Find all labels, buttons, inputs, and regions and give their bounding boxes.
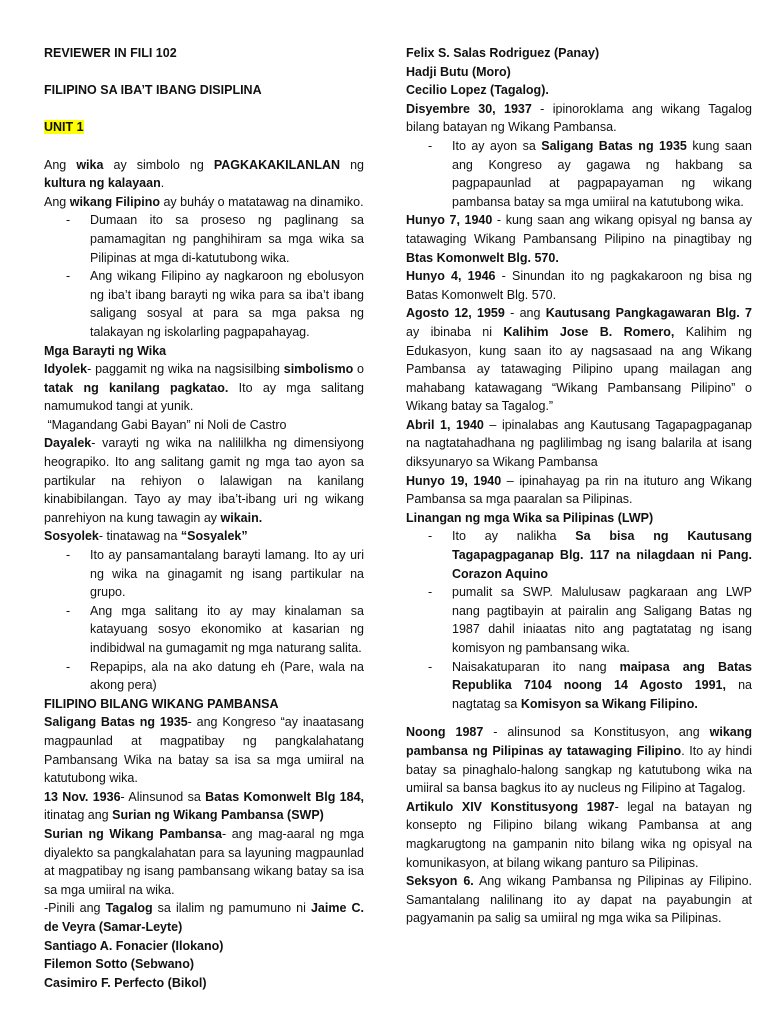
list-wikang-filipino bbox=[44, 211, 364, 341]
paragraph-abr-1940: Abril 1, 1940 – ipinalabas ang Kautusang Tagapagpaganap na nagtatahadhana ng paglilimbag ng isang balarila at isang diksyunaryo sa Wikang Pambansa bbox=[406, 417, 752, 470]
name-line: Hadji Butu (Moro) bbox=[406, 64, 511, 79]
list-sosyolek bbox=[44, 546, 364, 695]
list-item: - Ito ay nalikha Sa bisa ng Kautusang Tagapagpaganap Blg. 117 na nilagdaan ni Pang. Corazon Aquino bbox=[452, 527, 752, 583]
paragraph-hun-1940: Hunyo 7, 1940 - kung saan ang wikang opisyal ng bansa ay tatawaging Wikang Pambansang Pilipino na pinagtibay ng Btas Komonwelt Blg. 570. bbox=[406, 213, 752, 265]
list-item: - Repapips, ala na ako datung eh (Pare, wala na akong pera) bbox=[90, 658, 364, 695]
document-title: REVIEWER IN FILI 102 bbox=[44, 46, 177, 60]
list-dis-1937 bbox=[406, 137, 752, 211]
name-line: Cecilio Lopez (Tagalog). bbox=[406, 83, 549, 98]
paragraph-seksyon-6: Seksyon 6. Ang wikang Pambansa ng Pilipinas ay Filipino. Samantalang nalilinang ito ay dapat na payabungin at pagyamanin pa salig sa umiiral ng mga wika sa Pilipinas. bbox=[406, 874, 752, 926]
paragraph-wika: Ang wika ay simbolo ng PAGKAKAKILANLAN ng kultura ng kalayaan. bbox=[44, 157, 364, 191]
paragraph-idyolek: Idyolek- paggamit ng wika na nagsisilbing simbolismo o tatak ng kanilang pagkatao. Ito ay mga salitang namumukod tangi at yunik. bbox=[44, 362, 364, 414]
paragraph-nov-1936: 13 Nov. 1936- Alinsunod sa Batas Komonwelt Blg 184, itinatag ang Surian ng Wikang Pambansa (SWP) bbox=[44, 789, 364, 823]
list-item: - Naisakatuparan ito nang maipasa ang Batas Republika 7104 noong 14 Agosto 1991, na nagtatag sa Komisyon sa Wikang Filipino. bbox=[452, 658, 752, 714]
paragraph-hun-19-1940: Hunyo 19, 1940 – ipinahayag pa rin na ituturo ang Wikang Pambansa sa mga paaralan sa Pilipinas. bbox=[406, 473, 753, 507]
unit-heading: UNIT 1 bbox=[44, 120, 84, 135]
list-item: - Ang wikang Filipino ay nagkaroon ng ebolusyon ng iba’t ibang barayti ng wika para sa iba’t ibang saligang sosyal at para sa mga paksa ng talakayan ng iskolarling pagpapahayag. bbox=[90, 267, 364, 341]
paragraph-ago-1959: Agosto 12, 1959 - ang Kautusang Pangkagawaran Blg. 7 ay ibinaba ni Kalihim Jose B. Romero, Kalihim ng Edukasyon, kung saan ito ay nagsasaad na ang Wikang Pambansa ay tatawaging Pilipino upang mailagan ang mahabang katawagang “Wikang Pambansang Pilipino” o Wikang batay sa Tagalog.” bbox=[406, 306, 752, 414]
heading-fbwp: FILIPINO BILANG WIKANG PAMBANSA bbox=[44, 696, 279, 711]
paragraph-artikulo-xiv: Artikulo XIV Konstitusyong 1987- legal na batayan ng konsepto ng Filipino bilang wikang Pambansa at ang magkarugtong na gampanin nito bilang wika ng opisyal na komunikasyon, at bilang wikang panturo sa Pilipinas. bbox=[406, 799, 752, 870]
document-subtitle: FILIPINO SA IBA’T IBANG DISIPLINA bbox=[44, 83, 262, 98]
name-line: Casimiro F. Perfecto (Bikol) bbox=[44, 975, 207, 990]
heading-barayti: Mga Barayti ng Wika bbox=[44, 343, 167, 358]
paragraph-pinili: -Pinili ang Tagalog sa ilalim ng pamumuno ni Jaime C. de Veyra (Samar-Leyte) bbox=[44, 901, 364, 934]
paragraph-wikang-filipino: Ang wikang Filipino ay buháy o matatawag na dinamiko. bbox=[44, 194, 364, 209]
heading-lwp: Linangan ng mga Wika sa Pilipinas (LWP) bbox=[406, 510, 654, 525]
paragraph-noong-1987: Noong 1987 - alinsunod sa Konstitusyon, ang wikang pambansa ng Pilipinas ay tatawaging Filipino. Ito ay hindi batay sa pinaghalo-halong sangkap ng katutubong wika na umiiral sa bansa bagkus ito ay nucleus ng Filipino at Tagalog. bbox=[406, 725, 752, 796]
paragraph-surian: Surian ng Wikang Pambansa- ang mag-aaral ng mga diyalekto sa pangkalahatan para sa layuning magpaunlad at magpatibay ng isang pambansang wikang batay sa isa sa mga umiiral na wika. bbox=[44, 826, 364, 897]
quote-example: “Magandang Gabi Bayan” ni Noli de Castro bbox=[47, 417, 287, 432]
list-item: - Ito ay pansamantalang barayti lamang. Ito ay uri ng wika na ginagamit ng isang partikular na grupo. bbox=[90, 546, 364, 602]
right-column bbox=[406, 44, 752, 928]
left-column bbox=[44, 44, 364, 992]
list-item: - Dumaan ito sa proseso ng paglinang sa pamamagitan ng panghihiram sa mga wika sa Pilipinas at mga di-katutubong wika. bbox=[90, 211, 364, 267]
list-item: - Ang mga salitang ito ay may kinalaman sa katayuang sosyo ekonomiko at kasarian ng indibidwal na gumagamit ng mga naturang salita. bbox=[90, 602, 364, 658]
paragraph-dis-1937: Disyembre 30, 1937 - ipinoroklama ang wikang Tagalog bilang batayan ng Wikang Pambansa. bbox=[406, 101, 752, 135]
list-item: - Ito ay ayon sa Saligang Batas ng 1935 kung saan ang Kongreso ay gagawa ng hakbang sa pagpapaunlad at pagpapayaman ng wikang pambansa batay sa mga umiiral na katutubong wika. bbox=[452, 137, 752, 211]
paragraph-saligang-batas-1935: Saligang Batas ng 1935- ang Kongreso “ay inaatasang magpaunlad at magpatibay ng pangkalahatang Pambansang Wika na batay sa isa sa mga umiiral na katutubong wika. bbox=[44, 715, 364, 786]
paragraph-hun-1946: Hunyo 4, 1946 - Sinundan ito ng pagkakaroon ng bisa ng Batas Komonwelt Blg. 570. bbox=[406, 269, 752, 302]
name-line: Filemon Sotto (Sebwano) bbox=[44, 957, 194, 972]
list-item: - pumalit sa SWP. Malulusaw pagkaraan ang LWP nang pagtibayin at pairalin ang Saligang Batas ng 1987 dahil iniaatas nito ang pagtatatag ng isang komisyon ng pambansang wika. bbox=[452, 583, 752, 657]
paragraph-sosyolek: Sosyolek- tinatawag na “Sosyalek” bbox=[44, 529, 248, 544]
name-line: Santiago A. Fonacier (Ilokano) bbox=[44, 938, 224, 953]
name-line: Felix S. Salas Rodriguez (Panay) bbox=[406, 46, 600, 60]
list-lwp bbox=[406, 527, 752, 713]
paragraph-dayalek: Dayalek- varayti ng wika na nalililkha ng dimensiyong heograpiko. Ito ang salitang gamit ng mga tao ayon sa partikular na rehiyon o lalawigan na kanilang kinabibilangan. Tayo ay may iba’t-ibang uri ng wikang panrehiyon na kung tawagin ay wikain. bbox=[44, 436, 364, 525]
